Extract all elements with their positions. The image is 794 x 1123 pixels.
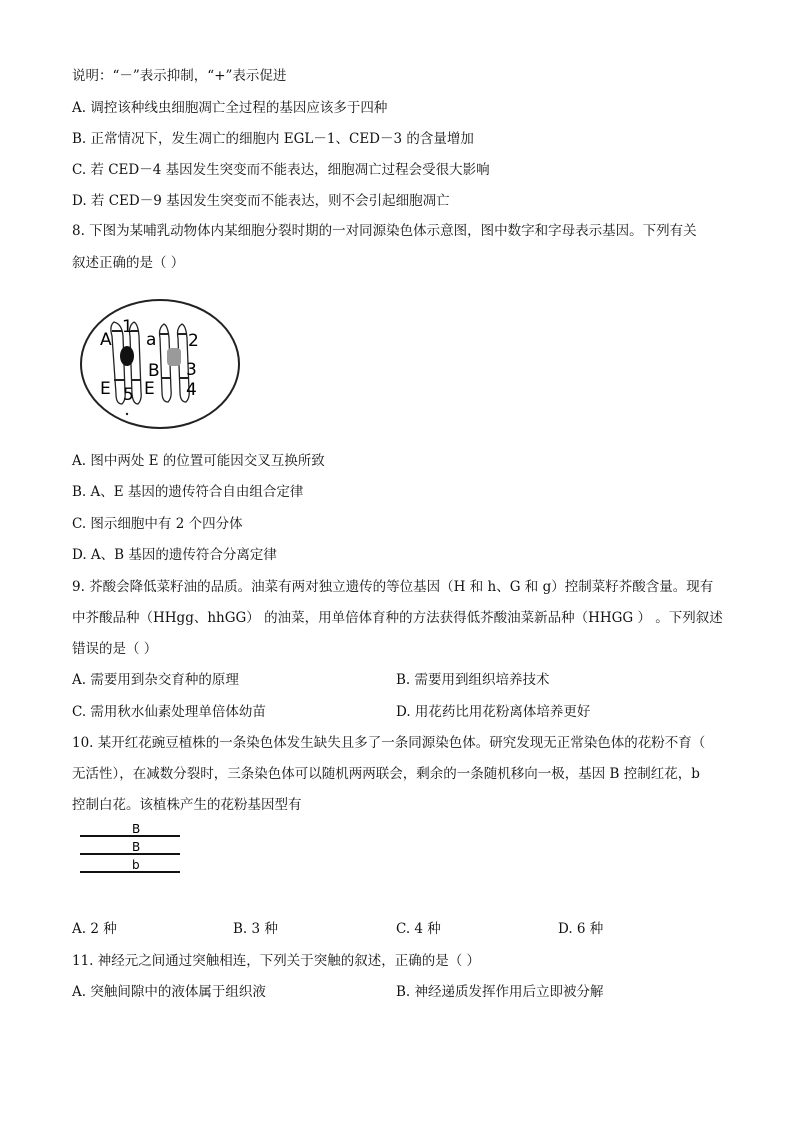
label-a: a [146,330,157,350]
line-label-B2: B [132,840,141,854]
q10-option-b: B. 3 种 [233,921,278,937]
note-line: 说明：“－”表示抑制，“+”表示促进 [72,68,287,84]
label-3: 3 [186,360,197,380]
q7-option-a: A. 调控该种线虫细胞凋亡全过程的基因应该多于四种 [72,100,388,116]
q11-option-b: B. 神经递质发挥作用后立即被分解 [396,984,604,1000]
q9-option-a: A. 需要用到杂交育种的原理 [72,672,239,688]
label-2: 2 [188,331,199,351]
q9-stem-line1: 9. 芥酸会降低菜籽油的品质。油菜有两对独立遗传的等位基因（H 和 h、G 和 g）控制菜籽芥酸含量。现有 [72,579,714,595]
q10-stem-line2: 无活性），在减数分裂时，三条染色体可以随机两两联会，剩余的一条随机移向一极，基因 B 控制红花，b [72,766,700,782]
q8-option-d: D. A、B 基因的遗传符合分离定律 [72,547,277,563]
q7-option-c: C. 若 CED－4 基因发生突变而不能表达，细胞凋亡过程会受很大影响 [72,162,490,178]
q7-option-d: D. 若 CED－9 基因发生突变而不能表达，则不会引起细胞凋亡 [72,193,450,209]
q9-option-d: D. 用花药比用花粉离体培养更好 [396,704,591,720]
q10-option-c: C. 4 种 [396,921,441,937]
q8-option-a: A. 图中两处 E 的位置可能因交叉互换所致 [72,453,325,469]
q8-option-c: C. 图示细胞中有 2 个四分体 [72,516,243,532]
q10-option-a: A. 2 种 [72,921,117,937]
label-5: 5 [123,385,134,405]
q9-stem-line2: 中芥酸品种（HHgg、hhGG） 的油菜，用单倍体育种的方法获得低芥酸油菜新品种（HHGG ） 。下列叙述 [72,610,723,626]
chromosome-cell-figure [76,296,246,440]
q11-option-a: A. 突触间隙中的液体属于组织液 [72,984,266,1000]
line-label-B1: B [132,822,141,836]
q8-stem-line2: 叙述正确的是（ ） [72,255,185,271]
q11-stem: 11. 神经元之间通过突触相连，下列关于突触的叙述，正确的是（ ） [72,953,481,969]
q8-stem-line1: 8. 下图为某哺乳动物体内某细胞分裂时期的一对同源染色体示意图，图中数字和字母表示基因。下列有关 [72,223,697,239]
label-E-right: E [144,379,155,399]
q9-stem-line3: 错误的是（ ） [72,641,158,657]
label-A: A [100,330,112,350]
q10-stem-line1: 10. 某开红花豌豆植株的一条染色体发生缺失且多了一条同源染色体。研究发现无正常染色体的花粉不育（ [72,735,706,751]
q8-option-b: B. A、E 基因的遗传符合自由组合定律 [72,484,304,500]
label-B: B [148,361,160,381]
q10-option-d: D. 6 种 [558,921,604,937]
line-label-b: b [132,858,140,872]
label-1: 1 [122,317,133,337]
q9-option-b: B. 需要用到组织培养技术 [396,672,550,688]
q10-stem-line3: 控制白花。该植株产生的花粉基因型有 [72,797,302,813]
q9-option-c: C. 需用秋水仙素处理单倍体幼苗 [72,704,266,720]
label-E-left: E [100,379,111,399]
q7-option-b: B. 正常情况下，发生凋亡的细胞内 EGL－1、CED－3 的含量增加 [72,131,474,147]
label-4: 4 [186,380,197,400]
chromosome-lines-figure [76,822,186,882]
